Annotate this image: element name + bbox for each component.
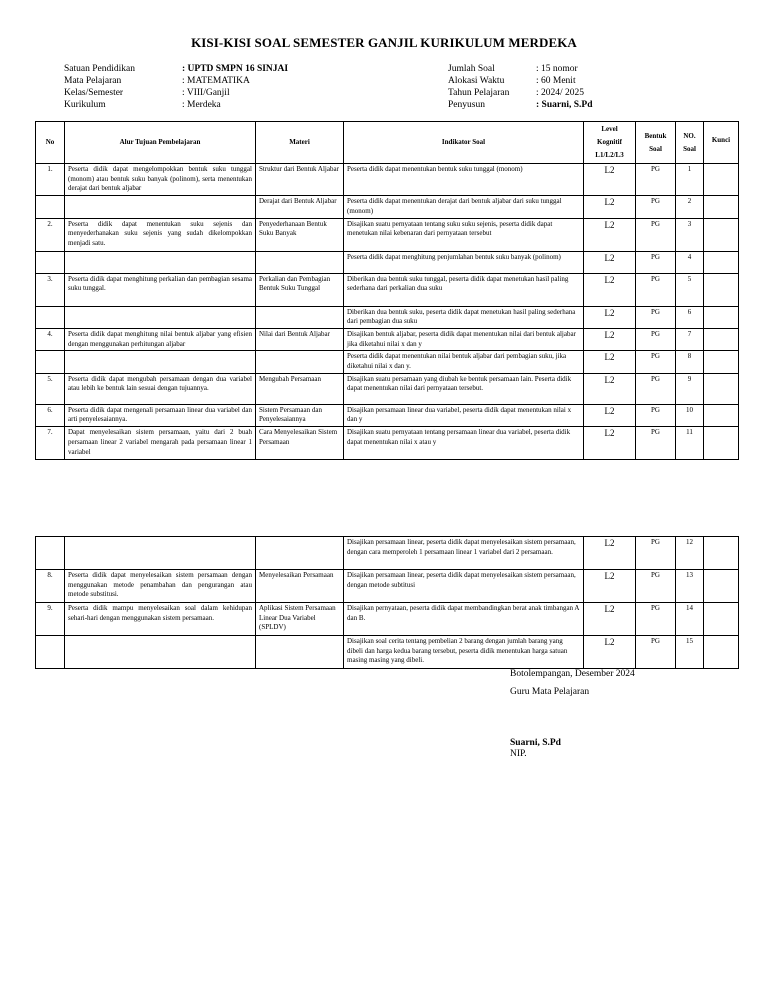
cell-materi: Derajat dari Bentuk Aljabar (256, 196, 344, 218)
info-row (448, 87, 593, 99)
cell-alur: Peserta didik dapat menentukan suku sejenis dan menyederhanakan suku sejenis yang sudah dikelompokkan menjadi satu. (65, 218, 256, 251)
header-alur: Alur Tujuan Pembelajaran (65, 122, 256, 164)
signature-role: Guru Mata Pelajaran (510, 687, 590, 697)
cell-nosoal: 6 (676, 306, 704, 328)
cell-bentuk: PG (636, 427, 676, 460)
cell-no: 9. (36, 603, 65, 636)
info-row (448, 75, 593, 87)
cell-indikator: Diberikan dua bentuk suku, peserta didik dapat menetukan hasil paling sederhana dari pembagian dua suku (344, 306, 584, 328)
info-value: : VIII/Ganjil (182, 88, 230, 98)
cell-nosoal: 14 (676, 603, 704, 636)
cell-nosoal: 12 (676, 537, 704, 570)
cell-bentuk: PG (636, 636, 676, 669)
cell-indikator: Disajikan suatu pernyataan tentang persamaan linear dua variabel, peserta didik dapat menentukan nilai x atau y (344, 427, 584, 460)
cell-indikator: Disajikan pernyataan, peserta didik dapat membandingkan berat anak timbangan A dan B. (344, 603, 584, 636)
table-row (36, 273, 739, 306)
cell-no: 2. (36, 218, 65, 251)
cell-alur: Peserta didik dapat menghitung nilai bentuk aljabar yang efisien dengan menggunakan perhitungan aljabar (65, 328, 256, 350)
cell-kunci (704, 537, 739, 570)
cell-no: 7. (36, 427, 65, 460)
cell-indikator: Peserta didik dapat menentukan derajat dari bentuk aljabar dari suku tunggal (monom) (344, 196, 584, 218)
cell-bentuk: PG (636, 273, 676, 306)
header-bentuk-line2: Soal (649, 144, 662, 153)
cell-materi (256, 636, 344, 669)
cell-materi: Penyederhanaan Bentuk Suku Banyak (256, 218, 344, 251)
cell-bentuk: PG (636, 537, 676, 570)
cell-kunci (704, 404, 739, 426)
info-right (448, 63, 593, 111)
document-title: KISI-KISI SOAL SEMESTER GANJIL KURIKULUM MERDEKA (191, 35, 577, 50)
header-nosoal-line1: NO. (683, 131, 696, 140)
cell-alur: Peserta didik dapat menyelesaikan sistem persamaan dengan menggunakan metode penambahan dan pengurangan atau metode substitusi. (65, 570, 256, 603)
header-nosoal (676, 122, 704, 164)
cell-kunci (704, 636, 739, 669)
cell-indikator: Disajikan bentuk aljabar, peserta didik dapat menentukan nilai dari bentuk aljabar jika diketahui nilai x dan y (344, 328, 584, 350)
cell-indikator: Peserta didik dapat menentukan bentuk suku tunggal (monom) (344, 164, 584, 196)
table-row (36, 427, 739, 460)
cell-nosoal: 4 (676, 251, 704, 273)
cell-level: L2 (584, 328, 636, 350)
cell-indikator: Disajikan suatu pernyataan tentang suku suku sejenis, peserta didik dapat menetukan nilai kebenaran dari pernyataan tersebut (344, 218, 584, 251)
signature-place-date: Botolempangan, Desember 2024 (510, 669, 635, 679)
header-no: No (36, 122, 65, 164)
cell-level: L2 (584, 404, 636, 426)
cell-materi: Sistem Persamaan dan Penyelesaiannya (256, 404, 344, 426)
cell-kunci (704, 351, 739, 373)
header-bentuk-line1: Bentuk (644, 131, 667, 140)
cell-materi: Aplikasi Sistem Persamaan Linear Dua Variabel (SPLDV) (256, 603, 344, 636)
cell-no (36, 636, 65, 669)
info-label: Kurikulum (64, 100, 106, 110)
cell-materi (256, 351, 344, 373)
table-row (36, 251, 739, 273)
header-materi: Materi (256, 122, 344, 164)
cell-alur (65, 351, 256, 373)
cell-bentuk: PG (636, 373, 676, 404)
cell-level: L2 (584, 306, 636, 328)
info-row (448, 99, 593, 111)
cell-bentuk: PG (636, 570, 676, 603)
cell-nosoal: 3 (676, 218, 704, 251)
cell-kunci (704, 251, 739, 273)
cell-indikator: Peserta didik dapat menghitung penjumlahan bentuk suku banyak (polinom) (344, 251, 584, 273)
cell-no: 5. (36, 373, 65, 404)
info-row (64, 99, 288, 111)
cell-indikator: Diberikan dua bentuk suku tunggal, peserta didik dapat menetukan hasil paling sederhana dari perkalian dua suku (344, 273, 584, 306)
cell-kunci (704, 603, 739, 636)
cell-bentuk: PG (636, 251, 676, 273)
cell-level: L2 (584, 427, 636, 460)
header-indikator: Indikator Soal (344, 122, 584, 164)
cell-materi: Cara Menyelesaikan Sistem Persamaan (256, 427, 344, 460)
cell-materi (256, 306, 344, 328)
cell-alur: Peserta didik dapat mengenali persamaan linear dua variabel dan arti penyelesaiannya. (65, 404, 256, 426)
cell-kunci (704, 373, 739, 404)
cell-indikator: Disajikan persamaan linear dua variabel, peserta didik dapat menentukan nilai x dan y (344, 404, 584, 426)
cell-nosoal: 9 (676, 373, 704, 404)
cell-materi: Menyelesaikan Persamaan (256, 570, 344, 603)
cell-alur (65, 196, 256, 218)
table-row (36, 164, 739, 196)
cell-kunci (704, 164, 739, 196)
cell-indikator: Peserta didik dapat menentukan nilai bentuk aljabar dari pembagian suku, jika diketahui nilai x dan y. (344, 351, 584, 373)
cell-no (36, 351, 65, 373)
info-label: Jumlah Soal (448, 64, 495, 74)
info-row (64, 75, 288, 87)
info-row (64, 87, 288, 99)
cell-bentuk: PG (636, 218, 676, 251)
info-value: : Suarni, S.Pd (536, 100, 593, 110)
cell-nosoal: 11 (676, 427, 704, 460)
cell-bentuk: PG (636, 306, 676, 328)
cell-level: L2 (584, 196, 636, 218)
table-row (36, 603, 739, 636)
cell-level: L2 (584, 570, 636, 603)
cell-indikator: Disajikan persamaan linear, peserta didik dapat menyelesaikan sistem persamaan, dengan metode subtitusi (344, 570, 584, 603)
cell-bentuk: PG (636, 196, 676, 218)
cell-level: L2 (584, 636, 636, 669)
cell-no: 8. (36, 570, 65, 603)
cell-no (36, 306, 65, 328)
info-value: : 60 Menit (536, 76, 576, 86)
cell-nosoal: 8 (676, 351, 704, 373)
table-row (36, 373, 739, 404)
info-label: Mata Pelajaran (64, 76, 122, 86)
cell-bentuk: PG (636, 404, 676, 426)
cell-no (36, 537, 65, 570)
cell-materi: Nilai dari Bentuk Aljabar (256, 328, 344, 350)
cell-nosoal: 5 (676, 273, 704, 306)
cell-kunci (704, 328, 739, 350)
cell-alur: Peserta didik dapat mengelompokkan bentuk suku tunggal (monom) atau bentuk suku banyak (polinom), serta menentukan derajat dari bentuk aljabar (65, 164, 256, 196)
table-row (36, 537, 739, 570)
cell-level: L2 (584, 351, 636, 373)
cell-no (36, 196, 65, 218)
cell-no: 1. (36, 164, 65, 196)
info-row (448, 63, 593, 75)
info-value: : 2024/ 2025 (536, 88, 585, 98)
header-level (584, 122, 636, 164)
info-row (64, 63, 288, 75)
cell-alur (65, 306, 256, 328)
table-row (36, 404, 739, 426)
cell-kunci (704, 306, 739, 328)
cell-indikator: Disajikan suatu persamaan yang diubah ke bentuk persamaan lain. Peserta didik dapat menentukan nilai dari pernyataan tersebut. (344, 373, 584, 404)
cell-level: L2 (584, 537, 636, 570)
info-label: Penyusun (448, 100, 485, 110)
info-value: : 15 nomor (536, 64, 578, 74)
cell-no: 3. (36, 273, 65, 306)
cell-kunci (704, 273, 739, 306)
cell-nosoal: 7 (676, 328, 704, 350)
cell-alur: Peserta didik dapat mengubah persamaan dengan dua variabel atau lebih ke bentuk lain sesuai dengan tujuannya. (65, 373, 256, 404)
cell-materi (256, 537, 344, 570)
table-row (36, 570, 739, 603)
cell-level: L2 (584, 218, 636, 251)
cell-alur: Peserta didik dapat menghitung perkalian dan pembagian sesama suku tunggal. (65, 273, 256, 306)
cell-bentuk: PG (636, 603, 676, 636)
table-row (36, 218, 739, 251)
table-row (36, 636, 739, 669)
header-level-line2: Kognitif (597, 138, 622, 146)
cell-bentuk: PG (636, 164, 676, 196)
cell-materi: Perkalian dan Pembagian Bentuk Suku Tunggal (256, 273, 344, 306)
table-row (36, 351, 739, 373)
cell-kunci (704, 218, 739, 251)
table-row (36, 196, 739, 218)
cell-level: L2 (584, 273, 636, 306)
info-value: : MATEMATIKA (182, 76, 250, 86)
info-label: Alokasi Waktu (448, 76, 505, 86)
info-value: : Merdeka (182, 100, 221, 110)
header-nosoal-line2: Soal (683, 144, 696, 153)
cell-bentuk: PG (636, 328, 676, 350)
cell-level: L2 (584, 603, 636, 636)
cell-materi: Struktur dari Bentuk Aljabar (256, 164, 344, 196)
cell-alur (65, 251, 256, 273)
cell-nosoal: 10 (676, 404, 704, 426)
cell-level: L2 (584, 373, 636, 404)
header-level-line3: L1/L2/L3 (595, 151, 624, 159)
cell-kunci (704, 427, 739, 460)
cell-no: 6. (36, 404, 65, 426)
table-row (36, 328, 739, 350)
cell-kunci (704, 570, 739, 603)
cell-alur: Dapat menyelesaikan sistem persamaan, yaitu dari 2 buah persamaan linear 2 variabel mengarah pada persamaan linear 1 variabel (65, 427, 256, 460)
cell-alur (65, 636, 256, 669)
cell-materi: Mengubah Persamaan (256, 373, 344, 404)
cell-no: 4. (36, 328, 65, 350)
cell-alur: Peserta didik mampu menyelesaikan soal dalam kehidupan sehari-hari dengan menggunakan sistem persamaan. (65, 603, 256, 636)
kisi-table-page-2 (35, 536, 739, 669)
cell-level: L2 (584, 164, 636, 196)
info-label: Satuan Pendidikan (64, 64, 135, 74)
cell-nosoal: 13 (676, 570, 704, 603)
cell-alur (65, 537, 256, 570)
cell-level: L2 (584, 251, 636, 273)
info-label: Kelas/Semester (64, 88, 124, 98)
cell-bentuk: PG (636, 351, 676, 373)
cell-indikator: Disajikan soal cerita tentang pembelian 2 barang dengan jumlah barang yang dibeli dan harga kedua barang tersebut, peserta didik menentukan harga satuan masing masing yang dibeli. (344, 636, 584, 669)
info-value: : UPTD SMPN 16 SINJAI (182, 64, 289, 74)
info-label: Tahun Pelajaran (448, 88, 510, 98)
cell-nosoal: 15 (676, 636, 704, 669)
signature-nip: NIP. (510, 749, 527, 759)
cell-kunci (704, 196, 739, 218)
info-left (64, 63, 288, 111)
header-kunci: Kunci (704, 122, 739, 164)
table-header-row (36, 122, 739, 164)
kisi-table-page-1 (35, 121, 739, 460)
header-bentuk (636, 122, 676, 164)
signature-name: Suarni, S.Pd (510, 738, 561, 748)
cell-nosoal: 2 (676, 196, 704, 218)
cell-nosoal: 1 (676, 164, 704, 196)
header-level-line1: Level (601, 125, 618, 133)
cell-no (36, 251, 65, 273)
cell-materi (256, 251, 344, 273)
cell-indikator: Disajikan persamaan linear, peserta didik dapat menyelesaikan sistem persamaan, dengan cara memperoleh 1 persamaan linear 1 variabel dari 2 persamaan. (344, 537, 584, 570)
table-row (36, 306, 739, 328)
